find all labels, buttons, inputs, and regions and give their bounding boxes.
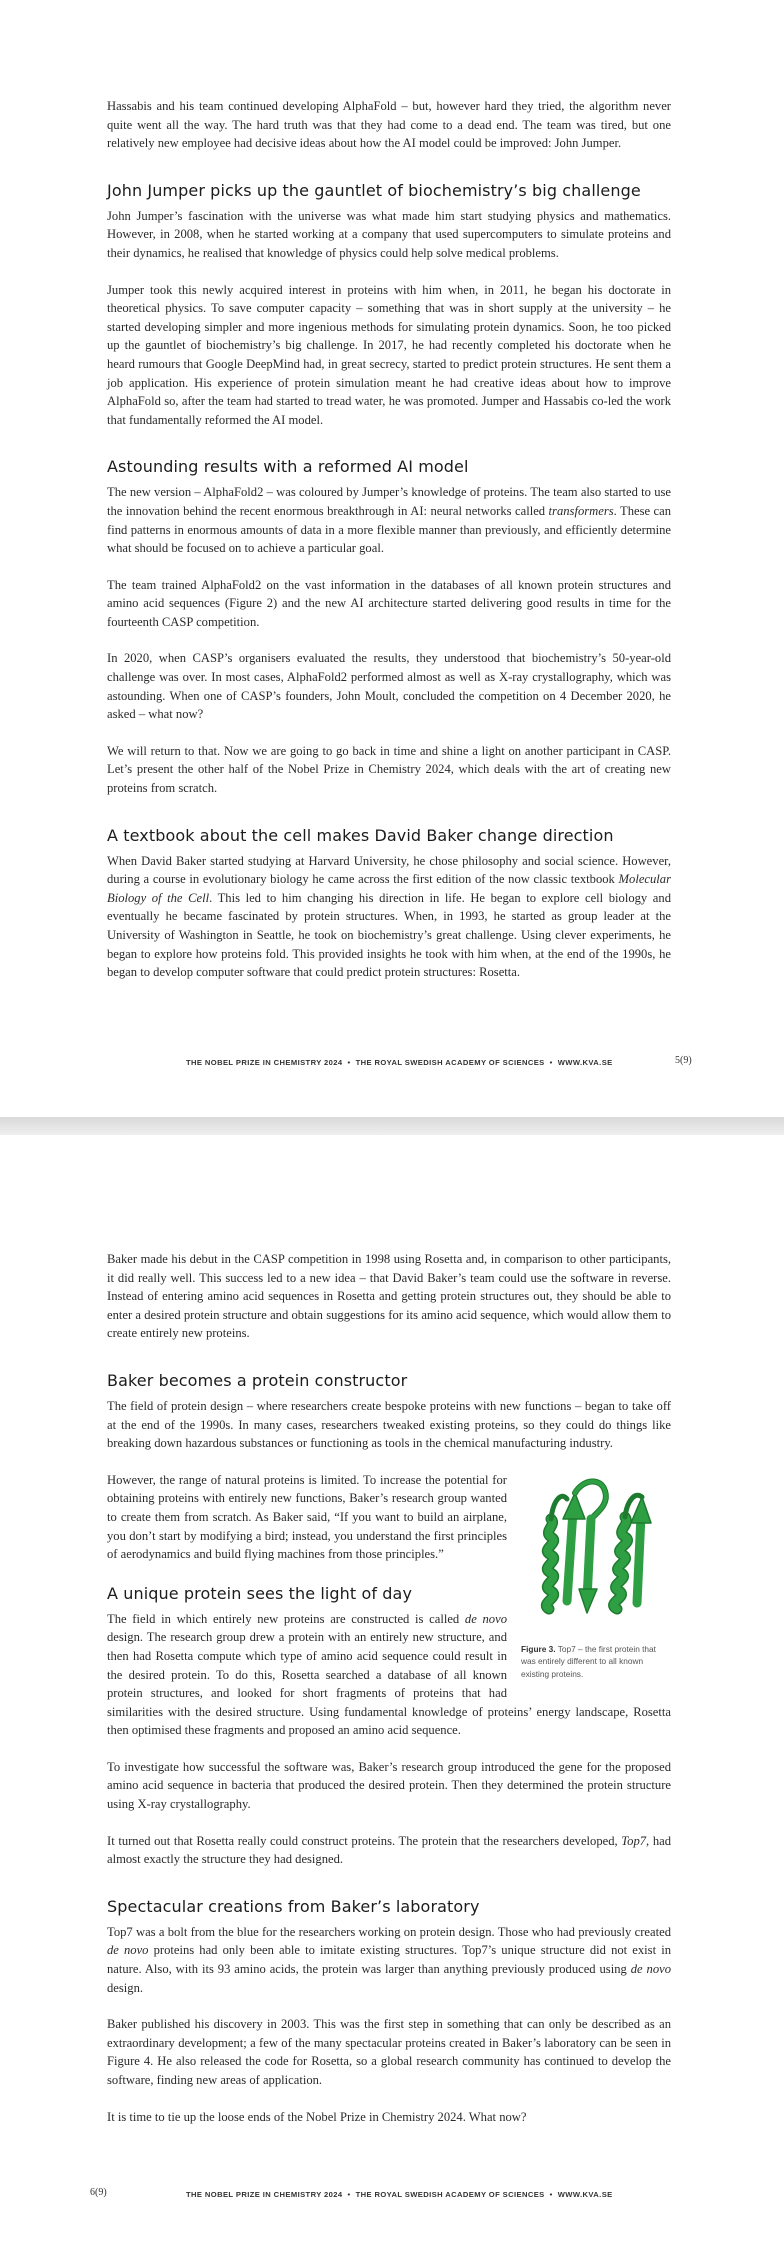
- paragraph-jumper-1: John Jumper’s fascination with the universe was what made him start studying physics and mathematics. However, in 2008, when he started working at a company that used supercomputers to simulate proteins and their dynamics, he realised that knowledge of physics could help solve medical problems.: [107, 208, 671, 260]
- top7-protein-image: [521, 1471, 661, 1621]
- page-separator: [0, 1117, 784, 1135]
- paragraph-results-2: The team trained AlphaFold2 on the vast information in the databases of all known protein structures and amino acid sequences (Figure 2) and the new AI architecture started delivering good results in time for the fourteenth CASP competition.: [107, 577, 671, 629]
- heading-spectacular: Spectacular creations from Baker’s laboratory: [107, 1896, 480, 1916]
- heading-textbook: A textbook about the cell makes David Baker change direction: [107, 825, 614, 845]
- paragraph-results-3: In 2020, when CASP’s organisers evaluated the results, they understood that biochemistry’s 50-year-old challenge was over. In most cases, AlphaFold2 performed almost as well as X-ray crystallography, which was astounding. When one of CASP’s founders, John Moult, concluded the competition on 4 December 2020, he asked – what now?: [107, 651, 671, 722]
- heading-jumper: John Jumper picks up the gauntlet of biochemistry’s big challenge: [107, 180, 641, 200]
- figure-3-caption: Figure 3. Top7 – the first protein that was entirely different to all known existing proteins.: [521, 1643, 656, 1679]
- term-transformers: transformers: [548, 503, 614, 518]
- paragraph-results-4: We will return to that. Now we are going to go back in time and shine a light on another participant in CASP. Let’s present the other half of the Nobel Prize in Chemistry 2024, which deals with the art of creating new proteins from scratch.: [107, 743, 671, 796]
- footer-url-link[interactable]: WWW.KVA.SE: [557, 1058, 613, 1067]
- heading-unique: A unique protein sees the light of day: [107, 1583, 413, 1603]
- page-footer: THE NOBEL PRIZE IN CHEMISTRY 2024 • THE ROYAL SWEDISH ACADEMY OF SCIENCES • WWW.KVA.SE: [186, 2190, 613, 2199]
- page-footer: THE NOBEL PRIZE IN CHEMISTRY 2024 • THE ROYAL SWEDISH ACADEMY OF SCIENCES • WWW.KVA.SE: [186, 1058, 613, 1067]
- page-5-body: [107, 97, 671, 982]
- paragraph-unique-1: The field in which entirely new proteins are constructed is called de novo design. The research group drew a protein with an entirely new structure, and then had Rosetta compute which type of amino acid sequence could result in the desired protein. To do this, Rosetta searched a database of all known protein structures, and looked for short fragments of proteins that had similarities with the desired structure. Using fundamental knowledge of proteins’ energy landscape, Rosetta then optimised these fragments and proposed an amino acid sequence.: [107, 1611, 671, 1738]
- document-page-6: [0, 1135, 784, 2245]
- paragraph-jumper-2: Jumper took this newly acquired interest in proteins with him when, in 2011, he began his doctorate in theoretical physics. To save computer capacity – something that was in short supply at the university – he started developing simpler and more ingenious methods for simulating protein dynamics. Soon, he too picked up the gauntlet of biochemistry’s big challenge. In 2017, he had recently completed his doctorate when he heard rumours that Google DeepMind had, in great secrecy, started to predict protein structures. He sent them a job application. His experience of protein simulation meant he had creative ideas about how to improve AlphaFold so, after the team had started to tread water, he was promoted. Jumper and Hassabis co-led the work that fundamentally reformed the AI model.: [107, 282, 671, 427]
- paragraph-unique-3: It turned out that Rosetta really could construct proteins. The protein that the researchers developed, Top7, had almost exactly the structure they had designed.: [107, 1833, 671, 1867]
- page-number: 6(9): [90, 2187, 107, 2198]
- paragraph-spectacular-2: Baker published his discovery in 2003. This was the first step in something that can only be described as an extraordinary development; a few of the many spectacular proteins created in Baker’s laboratory can be seen in Figure 4. He also released the code for Rosetta, so a global research community has continued to develop the software, finding new areas of application.: [107, 2017, 671, 2087]
- book-title: Molecular Biology of the Cell: [107, 872, 671, 905]
- page-6-body: [107, 1250, 671, 2126]
- paragraph-constructor-2: However, the range of natural proteins is limited. To increase the potential for obtaining proteins with entirely new functions, Baker’s research group wanted to create them from scratch. As Baker said, “If you want to build an airplane, you don’t start by modifying a bird; instead, you understand the first principles of aerodynamics and build flying machines from those principles.”: [107, 1472, 507, 1562]
- paragraph-spectacular-3: It is time to tie up the loose ends of the Nobel Prize in Chemistry 2024. What now?: [107, 2109, 527, 2124]
- paragraph-spectacular-1: Top7 was a bolt from the blue for the researchers working on protein design. Those who had previously created de novo proteins had only been able to imitate existing structures. Top7’s unique structure did not exist in nature. Also, with its 93 amino acids, the protein was larger than anything previously produced using de novo design.: [107, 1924, 671, 1995]
- heading-results: Astounding results with a reformed AI model: [107, 457, 469, 477]
- paragraph-textbook: When David Baker started studying at Harvard University, he chose philosophy and social science. However, during a course in evolutionary biology he came across the first edition of the now classic textbook Molecular Biology of the Cell. This led to him changing his direction in life. He began to explore cell biology and eventually he became fascinated by protein structures. When, in 1993, he started as group leader at the University of Washington in Seattle, he took on biochemistry’s great challenge. Using clever experiments, he began to explore how proteins fold. This provided insights he took with him when, at the end of the 1990s, he began to develop computer software that could predict protein structures: Rosetta.: [107, 853, 671, 980]
- heading-constructor: Baker becomes a protein constructor: [107, 1370, 408, 1390]
- paragraph-constructor-1: The field of protein design – where researchers create bespoke proteins with new functions – began to take off at the end of the 1990s. In many cases, researchers tweaked existing proteins, so they could do things like breaking down hazardous substances or functioning as tools in the chemical manufacturing industry.: [107, 1398, 671, 1451]
- figure-3: [521, 1471, 671, 1680]
- footer-url-link[interactable]: WWW.KVA.SE: [557, 2190, 613, 2199]
- document-page-5: [0, 0, 784, 1117]
- paragraph-unique-2: To investigate how successful the software was, Baker’s research group introduced the gene for the proposed amino acid sequence in bacteria that produced the desired protein. Then they determined the protein structure using X-ray crystallography.: [107, 1759, 671, 1812]
- paragraph-intro: Baker made his debut in the CASP competition in 1998 using Rosetta and, in comparison to other participants, it did really well. This success led to a new idea – that David Baker’s team could use the software in reverse. Instead of entering amino acid sequences in Rosetta and getting protein structures out, they should be able to enter a desired protein structure and obtain suggestions for its amino acid sequence, which would allow them to create entirely new proteins.: [107, 1252, 671, 1341]
- page-number: 5(9): [675, 1055, 692, 1066]
- paragraph-results-1: The new version – AlphaFold2 – was coloured by Jumper’s knowledge of proteins. The team also started to use the innovation behind the recent enormous breakthrough in AI: neural networks called transformers. These can find patterns in enormous amounts of data in a more flexible manner than previously, and efficiently determine what should be focused on to achieve a particular goal.: [107, 485, 672, 556]
- paragraph-intro: Hassabis and his team continued developing AlphaFold – but, however hard they tried, the algorithm never quite went all the way. The hard truth was that they had come to a dead end. The team was tired, but one relatively new employee had decisive ideas about how the AI model could be improved: John Jumper.: [107, 99, 671, 151]
